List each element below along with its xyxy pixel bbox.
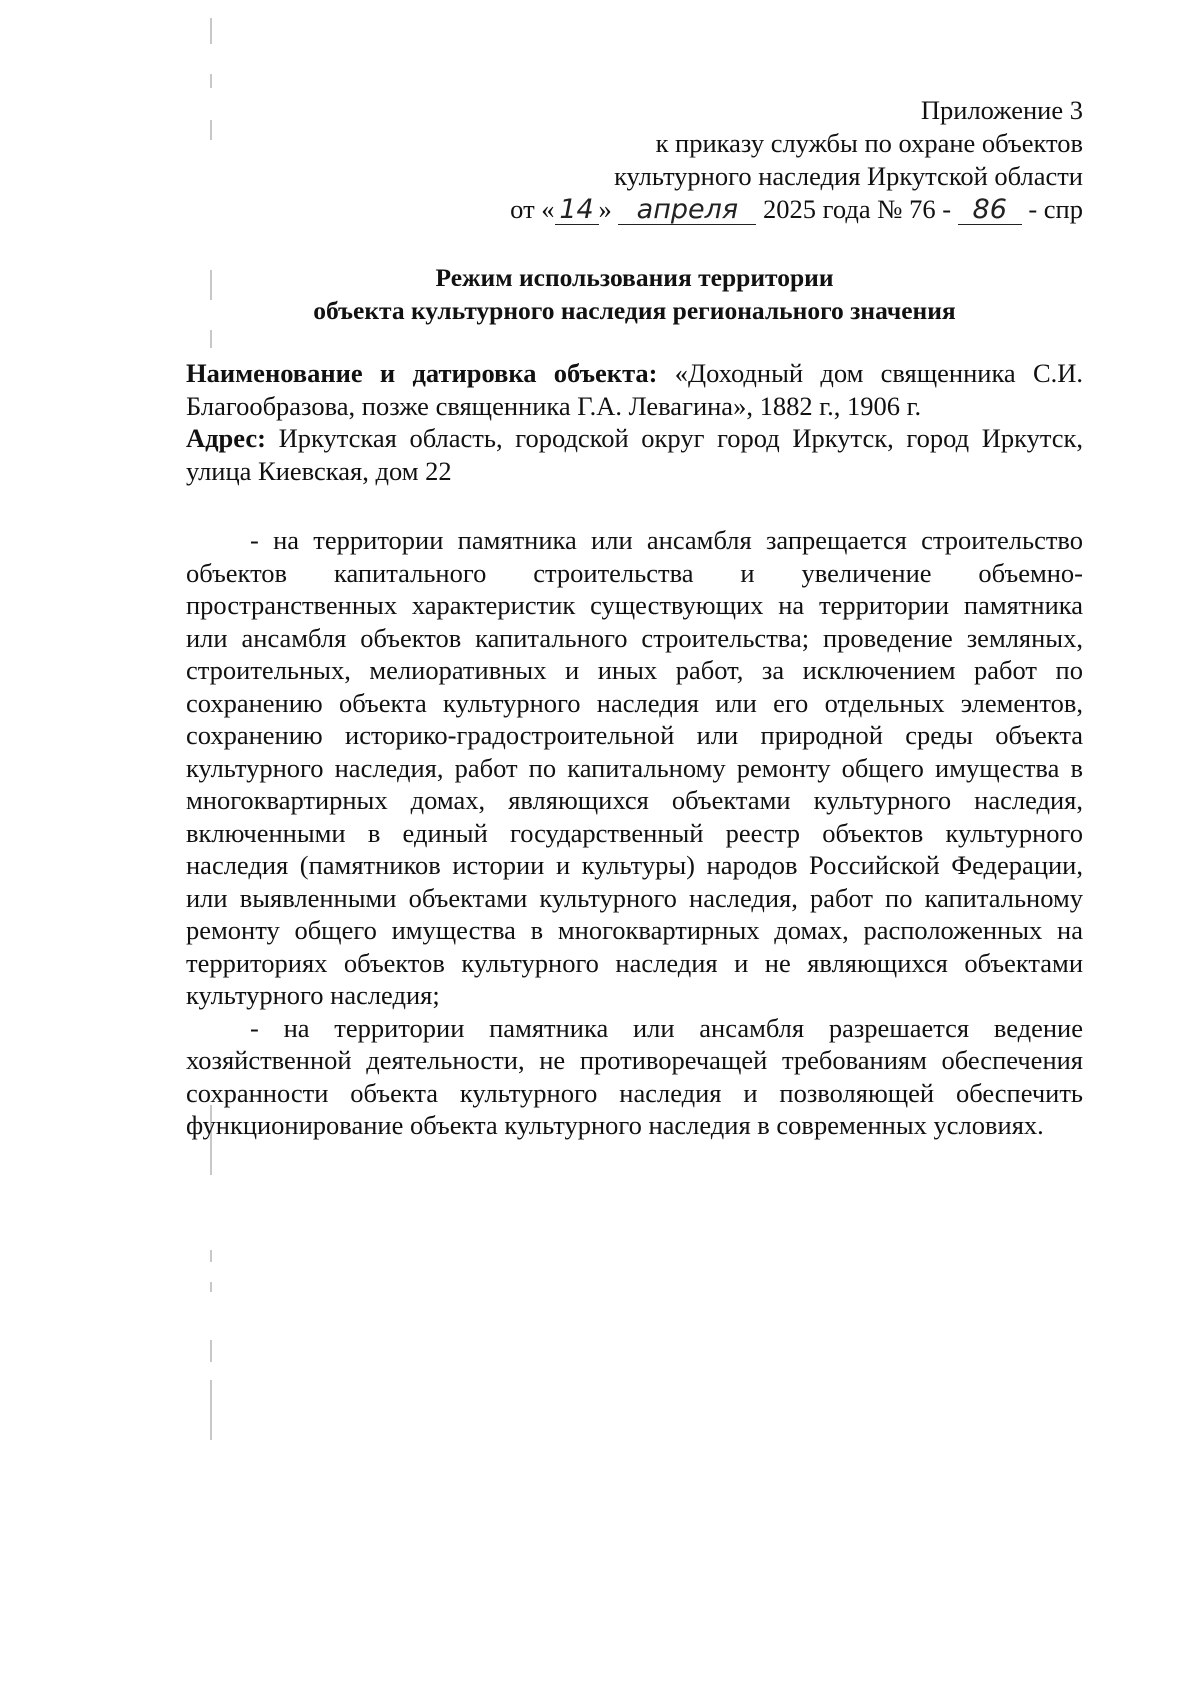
scan-artifact: [210, 330, 212, 348]
object-address-paragraph: [186, 422, 1083, 487]
appendix-header: [510, 94, 1083, 226]
appendix-number: Приложение 3: [920, 95, 1083, 125]
usage-rules: [186, 524, 1083, 1142]
handwritten-month: апреля: [618, 196, 756, 225]
scan-artifact: [210, 1340, 212, 1362]
scan-artifact: [210, 120, 212, 140]
appendix-issuer: культурного наследия Иркутской области: [614, 161, 1083, 191]
object-name-paragraph: [186, 357, 1083, 422]
appendix-order-ref: к приказу службы по охране объектов: [655, 128, 1083, 158]
title-line-2: объекта культурного наследия регионального значения: [313, 296, 956, 325]
handwritten-day: 14: [555, 196, 599, 225]
object-address-value: Иркутская область, городской округ город Иркутск, город Иркутск, улица Киевская, дом 22: [186, 423, 1083, 486]
handwritten-order-number: 86: [958, 196, 1022, 225]
date-year-number: 2025 года № 76 -: [763, 194, 952, 224]
order-suffix: - спр: [1028, 194, 1083, 224]
scan-artifact: [210, 74, 212, 88]
document-title: [186, 261, 1083, 327]
rule-paragraph-allowed: - на территории памятника или ансамбля разрешается ведение хозяйственной деятельности, не противоречащей требованиям обеспечения сохранности объекта культурного наследия и позволяющей обеспечить функционирование объекта культурного наследия в современных условиях.: [186, 1012, 1083, 1140]
appendix-date-line: [510, 193, 1083, 226]
title-line-1: Режим использования территории: [435, 263, 834, 292]
rule-paragraph-prohibited: - на территории памятника или ансамбля запрещается строительство объектов капитального строительства и увеличение объемно-пространственных характеристик существующих на территории памятника или ансамбля объектов капитального строительства; проведение земляных, строительных, мелиоративных и иных работ, за исключением работ по сохранению объекта культурного наследия или его отдельных элементов, сохранению историко-градостроительной или природной среды объекта культурного наследия, работ по капитальному ремонту общего имущества в многоквартирных домах, являющихся объектами культурного наследия, включенными в единый государственный реестр объектов культурного наследия (памятников истории и культуры) народов Российской Федерации, или выявленными объектами культурного наследия, работ по капитальному ремонту общего имущества в многоквартирных домах, расположенных на территориях объектов культурного наследия и не являющихся объектами культурного наследия;: [186, 525, 1083, 1010]
object-name-value: «Доходный дом священника С.И. Благообразова, позже священника Г.А. Левагина», 1882 г., 1906 г.: [186, 358, 1084, 421]
scan-artifact: [210, 1250, 212, 1262]
object-info: [186, 357, 1083, 487]
scan-artifact: [210, 18, 212, 44]
date-quote-close: »: [598, 194, 612, 224]
scan-artifact: [210, 1380, 212, 1440]
object-name-label: Наименование и датировка объекта:: [186, 358, 658, 388]
object-address-label: Адрес:: [186, 423, 266, 453]
scan-artifact: [210, 1282, 212, 1292]
date-prefix: от «: [510, 194, 555, 224]
